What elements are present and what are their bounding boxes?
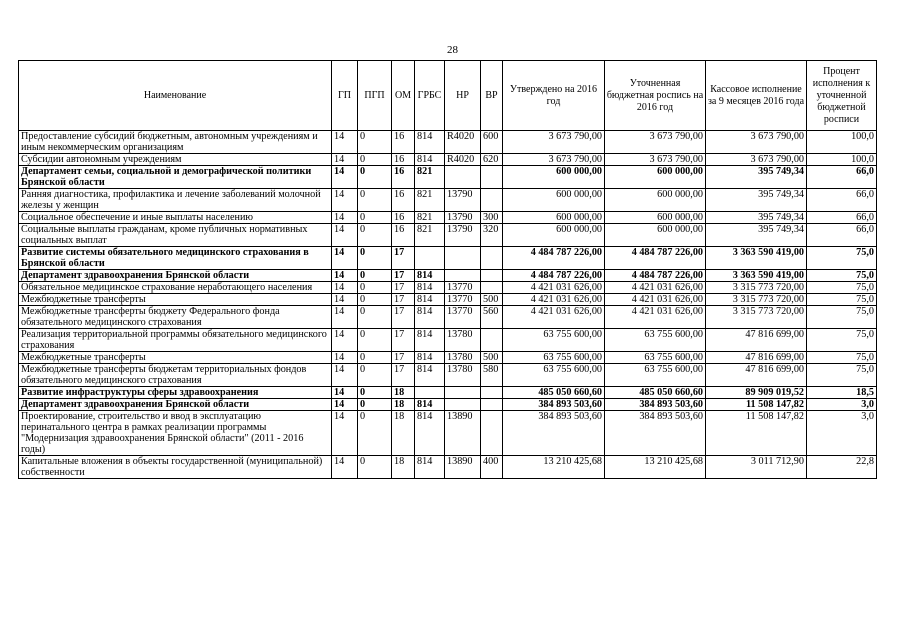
row-om: 16 [392,166,415,189]
row-refined: 3 673 790,00 [605,131,706,154]
row-grbs: 814 [415,306,445,329]
row-pgp: 0 [358,189,392,212]
table-row [19,294,877,306]
row-gp: 14 [332,387,358,399]
row-om: 17 [392,270,415,282]
row-grbs: 821 [415,212,445,224]
row-percent: 22,8 [807,456,877,479]
row-pgp: 0 [358,329,392,352]
row-vr: 300 [481,212,503,224]
row-refined: 3 673 790,00 [605,154,706,166]
row-name: Социальные выплаты гражданам, кроме публичных нормативных социальных выплат [19,224,332,247]
row-grbs: 814 [415,399,445,411]
row-pgp: 0 [358,294,392,306]
row-gp: 14 [332,212,358,224]
row-vr: 320 [481,224,503,247]
row-cash: 47 816 699,00 [706,364,807,387]
row-np [445,399,481,411]
header-refined: Уточненная бюджетная роспись на 2016 год [605,61,706,131]
row-vr: 600 [481,131,503,154]
row-approved: 600 000,00 [503,224,605,247]
table-row [19,270,877,282]
row-percent: 75,0 [807,294,877,306]
row-np: 13770 [445,306,481,329]
row-vr [481,270,503,282]
row-refined: 384 893 503,60 [605,411,706,456]
table-row [19,411,877,456]
row-refined: 600 000,00 [605,166,706,189]
row-percent: 75,0 [807,352,877,364]
row-om: 17 [392,247,415,270]
row-percent: 75,0 [807,270,877,282]
row-approved: 600 000,00 [503,212,605,224]
row-om: 18 [392,399,415,411]
row-om: 17 [392,352,415,364]
row-cash: 3 363 590 419,00 [706,270,807,282]
row-pgp: 0 [358,247,392,270]
row-approved: 384 893 503,60 [503,399,605,411]
budget-table [18,60,877,479]
row-gp: 14 [332,329,358,352]
row-cash: 3 673 790,00 [706,131,807,154]
row-name: Развитие инфраструктуры сферы здравоохранения [19,387,332,399]
row-pgp: 0 [358,224,392,247]
row-grbs: 814 [415,270,445,282]
row-np: 13890 [445,456,481,479]
row-cash: 3 315 773 720,00 [706,294,807,306]
row-percent: 75,0 [807,282,877,294]
row-gp: 14 [332,131,358,154]
row-gp: 14 [332,399,358,411]
row-refined: 4 421 031 626,00 [605,282,706,294]
row-approved: 485 050 660,60 [503,387,605,399]
row-om: 17 [392,306,415,329]
row-name: Обязательное медицинское страхование неработающего населения [19,282,332,294]
row-name: Предоставление субсидий бюджетным, автономным учреждениям и иным некоммерческим организациям [19,131,332,154]
row-percent: 3,0 [807,411,877,456]
row-percent: 18,5 [807,387,877,399]
row-refined: 4 484 787 226,00 [605,270,706,282]
row-om: 17 [392,282,415,294]
row-refined: 13 210 425,68 [605,456,706,479]
row-cash: 395 749,34 [706,189,807,212]
row-grbs: 814 [415,131,445,154]
table-row [19,131,877,154]
row-cash: 89 909 019,52 [706,387,807,399]
row-grbs [415,247,445,270]
row-approved: 3 673 790,00 [503,154,605,166]
table-row [19,282,877,294]
row-np: 13790 [445,212,481,224]
row-gp: 14 [332,154,358,166]
row-percent: 3,0 [807,399,877,411]
row-gp: 14 [332,224,358,247]
row-vr [481,189,503,212]
row-pgp: 0 [358,282,392,294]
row-approved: 63 755 600,00 [503,329,605,352]
row-gp: 14 [332,189,358,212]
header-grbs: ГРБС [415,61,445,131]
row-pgp: 0 [358,131,392,154]
row-cash: 395 749,34 [706,224,807,247]
row-pgp: 0 [358,352,392,364]
row-vr: 500 [481,352,503,364]
row-vr [481,282,503,294]
row-cash: 3 315 773 720,00 [706,306,807,329]
table-row [19,306,877,329]
row-np: 13780 [445,352,481,364]
table-row [19,387,877,399]
row-name: Реализация территориальной программы обязательного медицинского страхования [19,329,332,352]
row-name: Межбюджетные трансферты бюджету Федерального фонда обязательного медицинского страхования [19,306,332,329]
row-grbs: 821 [415,166,445,189]
header-om: ОМ [392,61,415,131]
header-pgp: ПГП [358,61,392,131]
row-cash: 395 749,34 [706,166,807,189]
row-om: 17 [392,329,415,352]
header-percent: Процент исполнения к уточненной бюджетной росписи [807,61,877,131]
row-vr [481,399,503,411]
table-row [19,456,877,479]
header-np: НР [445,61,481,131]
row-om: 18 [392,411,415,456]
row-vr [481,387,503,399]
row-om: 18 [392,387,415,399]
row-approved: 3 673 790,00 [503,131,605,154]
row-cash: 3 673 790,00 [706,154,807,166]
row-vr: 500 [481,294,503,306]
row-om: 16 [392,189,415,212]
row-name: Межбюджетные трансферты [19,294,332,306]
row-percent: 66,0 [807,189,877,212]
row-name: Департамент здравоохранения Брянской области [19,270,332,282]
row-om: 17 [392,364,415,387]
row-approved: 13 210 425,68 [503,456,605,479]
row-gp: 14 [332,282,358,294]
row-pgp: 0 [358,166,392,189]
row-pgp: 0 [358,306,392,329]
row-om: 17 [392,294,415,306]
row-gp: 14 [332,166,358,189]
row-percent: 75,0 [807,364,877,387]
row-np: 13890 [445,411,481,456]
row-pgp: 0 [358,270,392,282]
row-percent: 75,0 [807,306,877,329]
table-row [19,166,877,189]
row-approved: 4 484 787 226,00 [503,270,605,282]
row-approved: 4 421 031 626,00 [503,282,605,294]
row-percent: 66,0 [807,212,877,224]
table-row [19,352,877,364]
table-row [19,329,877,352]
row-refined: 600 000,00 [605,224,706,247]
row-refined: 485 050 660,60 [605,387,706,399]
row-percent: 75,0 [807,247,877,270]
row-refined: 4 421 031 626,00 [605,294,706,306]
row-om: 16 [392,131,415,154]
row-vr [481,247,503,270]
row-grbs: 814 [415,282,445,294]
row-cash: 3 363 590 419,00 [706,247,807,270]
row-np: 13780 [445,364,481,387]
row-vr: 560 [481,306,503,329]
row-approved: 63 755 600,00 [503,352,605,364]
row-np: 13770 [445,294,481,306]
row-grbs: 821 [415,224,445,247]
row-name: Капитальные вложения в объекты государственной (муниципальной) собственности [19,456,332,479]
row-grbs: 814 [415,352,445,364]
row-gp: 14 [332,270,358,282]
row-vr [481,166,503,189]
row-name: Развитие системы обязательного медицинского страхования в Брянской области [19,247,332,270]
row-np [445,247,481,270]
row-approved: 63 755 600,00 [503,364,605,387]
table-row [19,224,877,247]
row-name: Социальное обеспечение и иные выплаты населению [19,212,332,224]
row-vr: 580 [481,364,503,387]
row-refined: 63 755 600,00 [605,364,706,387]
row-pgp: 0 [358,399,392,411]
row-name: Субсидии автономным учреждениям [19,154,332,166]
row-gp: 14 [332,247,358,270]
row-cash: 47 816 699,00 [706,352,807,364]
row-percent: 75,0 [807,329,877,352]
row-om: 18 [392,456,415,479]
table-row [19,399,877,411]
row-pgp: 0 [358,364,392,387]
row-name: Межбюджетные трансферты [19,352,332,364]
row-approved: 384 893 503,60 [503,411,605,456]
row-cash: 395 749,34 [706,212,807,224]
row-np [445,166,481,189]
row-refined: 600 000,00 [605,189,706,212]
row-grbs: 814 [415,294,445,306]
row-np: 13790 [445,224,481,247]
row-pgp: 0 [358,411,392,456]
row-approved: 600 000,00 [503,166,605,189]
row-grbs: 814 [415,364,445,387]
row-refined: 4 484 787 226,00 [605,247,706,270]
row-gp: 14 [332,364,358,387]
row-percent: 100,0 [807,154,877,166]
row-om: 16 [392,154,415,166]
row-gp: 14 [332,352,358,364]
row-refined: 384 893 503,60 [605,399,706,411]
row-name: Межбюджетные трансферты бюджетам территориальных фондов обязательного медицинского страхования [19,364,332,387]
row-percent: 66,0 [807,166,877,189]
row-pgp: 0 [358,387,392,399]
header-cash: Кассовое исполнение за 9 месяцев 2016 года [706,61,807,131]
row-refined: 4 421 031 626,00 [605,306,706,329]
row-grbs: 814 [415,456,445,479]
row-vr: 400 [481,456,503,479]
row-cash: 11 508 147,82 [706,399,807,411]
row-approved: 4 484 787 226,00 [503,247,605,270]
row-cash: 47 816 699,00 [706,329,807,352]
table-row [19,189,877,212]
row-np: 13780 [445,329,481,352]
table-row [19,212,877,224]
row-np: 13770 [445,282,481,294]
row-vr [481,329,503,352]
row-refined: 63 755 600,00 [605,352,706,364]
row-gp: 14 [332,306,358,329]
row-percent: 66,0 [807,224,877,247]
row-refined: 600 000,00 [605,212,706,224]
row-cash: 3 011 712,90 [706,456,807,479]
table-row [19,247,877,270]
row-om: 16 [392,212,415,224]
row-vr: 620 [481,154,503,166]
header-name: Наименование [19,61,332,131]
row-approved: 600 000,00 [503,189,605,212]
row-om: 16 [392,224,415,247]
row-name: Департамент здравоохранения Брянской области [19,399,332,411]
row-np: 13790 [445,189,481,212]
row-approved: 4 421 031 626,00 [503,294,605,306]
row-grbs: 814 [415,154,445,166]
row-grbs: 821 [415,189,445,212]
table-body [19,131,877,479]
row-refined: 63 755 600,00 [605,329,706,352]
row-np [445,270,481,282]
row-gp: 14 [332,411,358,456]
row-np: R4020 [445,154,481,166]
row-name: Проектирование, строительство и ввод в эксплуатацию перинатального центра в рамках реализации программы "Модернизация здравоохранения Брянской области" (2011 - 2016 годы) [19,411,332,456]
row-cash: 11 508 147,82 [706,411,807,456]
row-np: R4020 [445,131,481,154]
row-cash: 3 315 773 720,00 [706,282,807,294]
row-np [445,387,481,399]
row-gp: 14 [332,456,358,479]
header-vr: ВР [481,61,503,131]
table-row [19,154,877,166]
header-gp: ГП [332,61,358,131]
table-header-row [19,61,877,131]
row-vr [481,411,503,456]
row-name: Департамент семьи, социальной и демографической политики Брянской области [19,166,332,189]
row-pgp: 0 [358,456,392,479]
page-number: 28 [447,44,458,56]
row-pgp: 0 [358,212,392,224]
row-approved: 4 421 031 626,00 [503,306,605,329]
row-grbs [415,387,445,399]
row-grbs: 814 [415,329,445,352]
row-name: Ранняя диагностика, профилактика и лечение заболеваний молочной железы у женщин [19,189,332,212]
row-gp: 14 [332,294,358,306]
row-grbs: 814 [415,411,445,456]
row-pgp: 0 [358,154,392,166]
row-percent: 100,0 [807,131,877,154]
table-row [19,364,877,387]
header-approved: Утверждено на 2016 год [503,61,605,131]
